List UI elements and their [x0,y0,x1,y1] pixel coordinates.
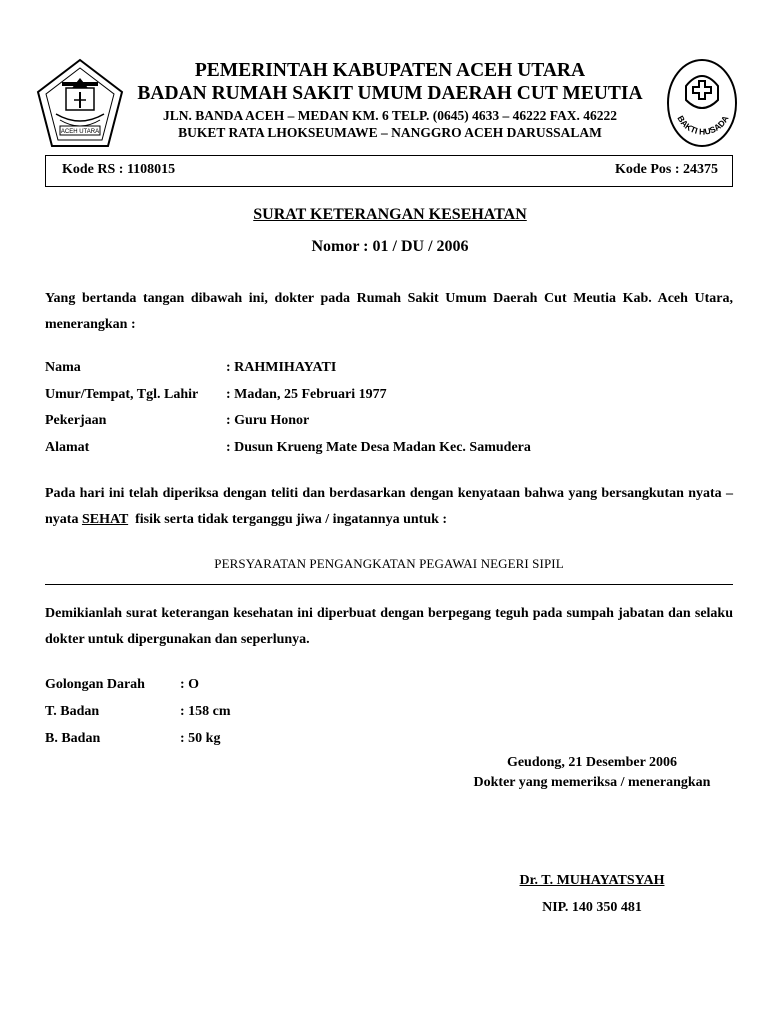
header-location: BUKET RATA LHOKSEUMAWE – NANGGRO ACEH DARUSSALAM [178,125,602,140]
vital-value-berat-badan: : 50 kg [180,731,221,746]
exam-paragraph [45,481,733,533]
signature-place-date: Geudong, 21 Desember 2006 [506,755,678,770]
field-label-pekerjaan: Pekerjaan [45,413,107,428]
vital-label-tinggi-badan: T. Badan [45,704,100,719]
closing-paragraph: Demikianlah surat keterangan kesehatan ini diperbuat dengan berpegang teguh pada sumpah jabatan dan selaku dokter untuk dipergunakan dan seperlunya. [45,606,733,647]
document-number: Nomor : 01 / DU / 2006 [311,238,469,255]
kode-pos: Kode Pos : 24375 [614,162,718,177]
signature-doctor-name: Dr. T. MUHAYATSYAH [519,873,665,888]
signature-role: Dokter yang memeriksa / menerangkan [473,775,711,790]
field-value-pekerjaan: : Guru Honor [226,413,310,428]
field-label-nama: Nama [45,360,81,375]
header-hospital-name: BADAN RUMAH SAKIT UMUM DAERAH CUT MEUTIA [137,83,643,104]
intro-paragraph: Yang bertanda tangan dibawah ini, dokter pada Rumah Sakit Umum Daerah Cut Meutia Kab. Aceh Utara, menerangkan : [45,291,733,332]
field-value-nama: : RAHMIHAYATI [226,360,337,375]
exam-text-before: Pada hari ini telah diperiksa dengan teliti dan berdasarkan dengan kenyataan bahwa yang bersangkutan nyata – nyata [45,486,733,527]
svg-text:BAKTI HUSADA: BAKTI HUSADA [675,113,731,137]
svg-text:ACEH UTARA: ACEH UTARA [60,129,100,135]
sehat-status: SEHAT [81,512,129,527]
field-value-umur: : Madan, 25 Februari 1977 [226,387,387,402]
field-label-alamat: Alamat [45,440,90,455]
purpose-text: PERSYARATAN PENGANGKATAN PEGAWAI NEGERI SIPIL [214,556,564,571]
purpose-divider [45,584,733,585]
vital-label-golongan-darah: Golongan Darah [45,677,145,692]
code-box [45,155,733,187]
vital-value-golongan-darah: : O [180,677,200,692]
vital-value-tinggi-badan: : 158 cm [180,704,231,719]
signature-nip: NIP. 140 350 481 [542,900,642,915]
field-value-alamat: : Dusun Krueng Mate Desa Madan Kec. Samudera [226,440,531,455]
document-title: SURAT KETERANGAN KESEHATAN [253,206,527,223]
field-label-umur: Umur/Tempat, Tgl. Lahir [45,387,199,402]
exam-text-after: fisik serta tidak terganggu jiwa / ingatannya untuk : [128,512,448,527]
header-address: JLN. BANDA ACEH – MEDAN KM. 6 TELP. (0645) 4633 – 46222 FAX. 46222 [163,108,617,123]
vital-label-berat-badan: B. Badan [45,731,101,746]
header-government-name: PEMERINTAH KABUPATEN ACEH UTARA [194,60,586,81]
kode-rs: Kode RS : 1108015 [62,162,176,177]
